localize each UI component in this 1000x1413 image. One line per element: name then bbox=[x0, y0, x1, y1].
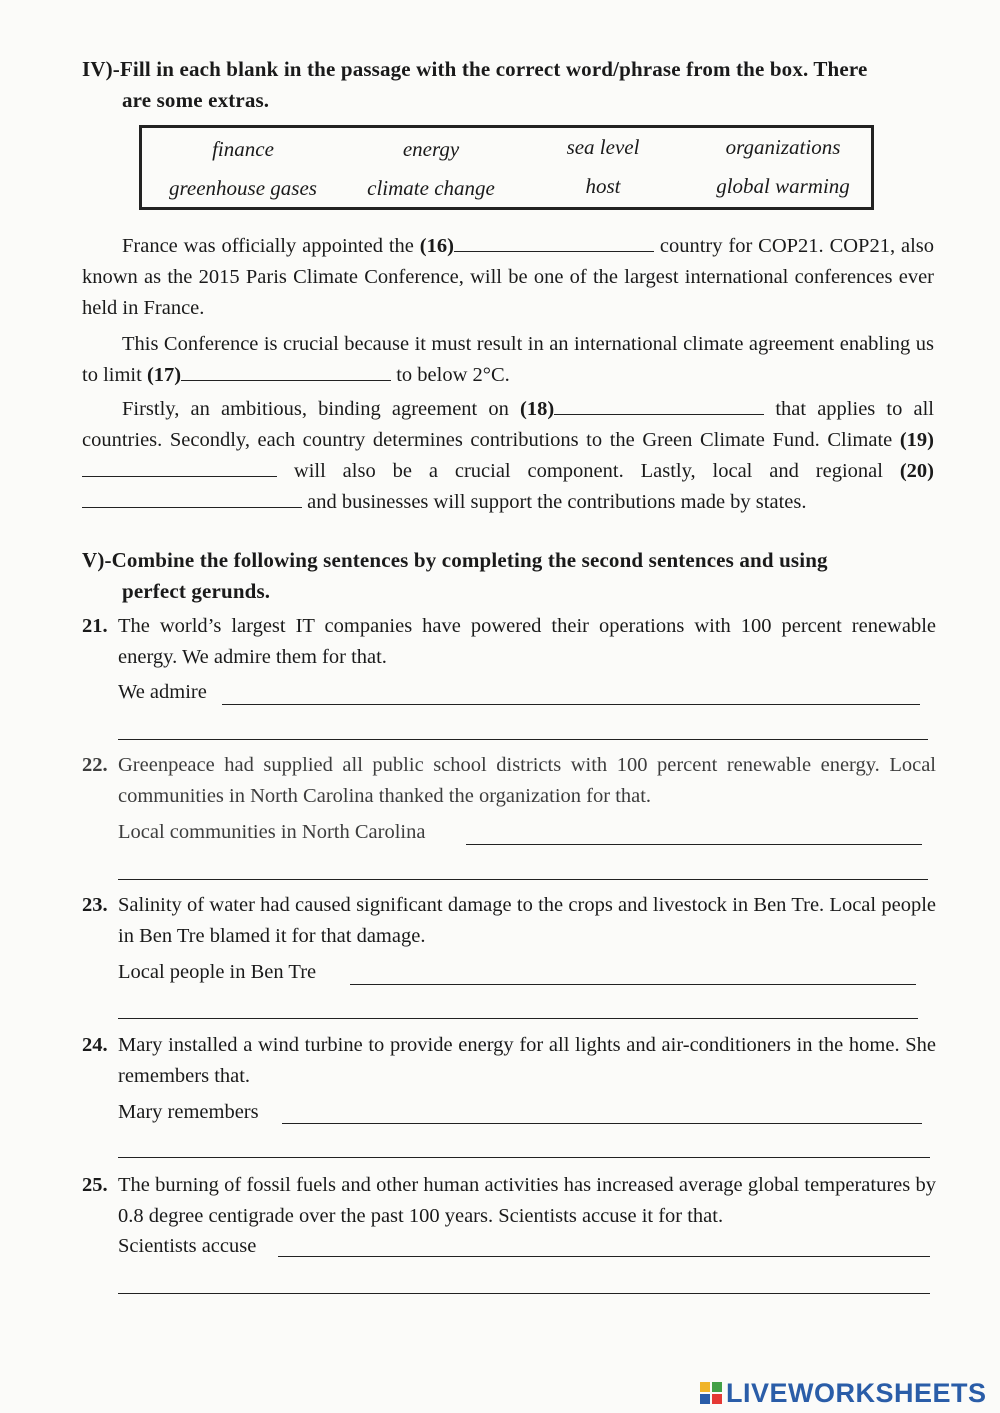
question-text: Salinity of water had caused significant damage to the crops and livestock in Ben Tre. Local people in Ben Tre blamed it for that damage. bbox=[118, 894, 936, 947]
blank-16-number: (16) bbox=[419, 235, 454, 257]
liveworksheets-logo-icon bbox=[700, 1382, 722, 1404]
section-v-title-line1: Combine the following sentences by completing the second sentences and using bbox=[111, 548, 828, 572]
section-v-title-line2: perfect gerunds. bbox=[122, 579, 271, 603]
section-iv-heading bbox=[82, 54, 934, 116]
question-22 bbox=[82, 750, 936, 812]
blank-18-number: (18) bbox=[520, 398, 555, 420]
question-25 bbox=[82, 1170, 936, 1232]
answer-line-21a[interactable] bbox=[222, 704, 920, 705]
question-number: 22. bbox=[82, 754, 108, 776]
question-24-prompt: Mary remembers bbox=[118, 1101, 259, 1123]
question-23 bbox=[82, 890, 936, 952]
question-24 bbox=[82, 1030, 936, 1092]
section-v-heading bbox=[82, 545, 934, 607]
passage-paragraph-3: Firstly, an ambitious, binding agreement on (18) that applies to all countries. Secondly, each country determines contributions to the Green Climate Fund. Climate (19) will also be a crucial component. Lastly, local and regional (20) and businesses will support the contributions made by states. bbox=[82, 398, 934, 513]
blank-20-number: (20) bbox=[899, 460, 934, 482]
answer-line-25a[interactable] bbox=[278, 1256, 930, 1257]
answer-line-23b[interactable] bbox=[118, 1018, 918, 1019]
answer-line-22a[interactable] bbox=[466, 844, 922, 845]
question-23-prompt: Local people in Ben Tre bbox=[118, 961, 317, 983]
question-text: The burning of fossil fuels and other human activities has increased average global temperatures by 0.8 degree centigrade over the past 100 years. Scientists accuse it for that. bbox=[118, 1174, 936, 1227]
question-number: 24. bbox=[82, 1034, 108, 1056]
word-box-item: energy bbox=[402, 137, 460, 161]
blank-20-input[interactable] bbox=[82, 489, 302, 508]
word-box bbox=[139, 125, 874, 210]
word-box-item: climate change bbox=[367, 176, 495, 200]
answer-line-21b[interactable] bbox=[118, 739, 928, 740]
question-number: 25. bbox=[82, 1174, 108, 1196]
question-text: The world’s largest IT companies have powered their operations with 100 percent renewable energy. We admire them for that. bbox=[118, 615, 936, 668]
question-text: Mary installed a wind turbine to provide energy for all lights and air-conditioners in the home. She remembers that. bbox=[118, 1034, 936, 1087]
question-22-prompt: Local communities in North Carolina bbox=[118, 821, 426, 843]
passage-paragraph-1: France was officially appointed the (16) country for COP21. COP21, also known as the 2015 Paris Climate Conference, will be one of the largest international conferences ever held in France. bbox=[82, 235, 934, 319]
question-21 bbox=[82, 611, 936, 673]
answer-line-24b[interactable] bbox=[118, 1157, 930, 1158]
blank-17-number: (17) bbox=[146, 364, 182, 386]
answer-line-23a[interactable] bbox=[350, 984, 916, 985]
blank-18-input[interactable] bbox=[554, 396, 764, 415]
blank-19-input[interactable] bbox=[82, 458, 277, 477]
answer-line-25b[interactable] bbox=[118, 1293, 930, 1294]
passage bbox=[82, 231, 934, 518]
word-box-item: greenhouse gases bbox=[169, 176, 317, 200]
word-box-item: global warming bbox=[716, 174, 850, 198]
section-v-number: V)- bbox=[82, 548, 112, 572]
section-iv-title-line1: Fill in each blank in the passage with the correct word/phrase from the box. There bbox=[119, 57, 868, 81]
liveworksheets-brand: LIVEWORKSHEETS bbox=[726, 1377, 987, 1408]
word-box-item: sea level bbox=[566, 135, 640, 159]
answer-line-22b[interactable] bbox=[118, 879, 928, 880]
blank-19-number: (19) bbox=[899, 429, 934, 451]
word-box-item: organizations bbox=[725, 135, 841, 159]
blank-17-input[interactable] bbox=[181, 362, 391, 381]
question-25-prompt: Scientists accuse bbox=[118, 1235, 257, 1257]
word-box-item: finance bbox=[212, 137, 274, 161]
question-number: 23. bbox=[82, 894, 108, 916]
answer-line-24a[interactable] bbox=[282, 1123, 922, 1124]
word-box-item: host bbox=[585, 174, 621, 198]
liveworksheets-logo[interactable] bbox=[700, 1378, 987, 1408]
passage-paragraph-2: This Conference is crucial because it must result in an international climate agreement enabling us to limit (17) to below 2°C. bbox=[82, 333, 934, 386]
question-21-prompt: We admire bbox=[118, 681, 207, 703]
blank-16-input[interactable] bbox=[454, 233, 654, 252]
section-iv-number: IV)- bbox=[82, 57, 120, 81]
question-text: Greenpeace had supplied all public school districts with 100 percent renewable energy. Local communities in North Carolina thanked the organization for that. bbox=[118, 754, 936, 807]
question-number: 21. bbox=[82, 615, 108, 637]
section-iv-title-line2: are some extras. bbox=[122, 88, 270, 112]
